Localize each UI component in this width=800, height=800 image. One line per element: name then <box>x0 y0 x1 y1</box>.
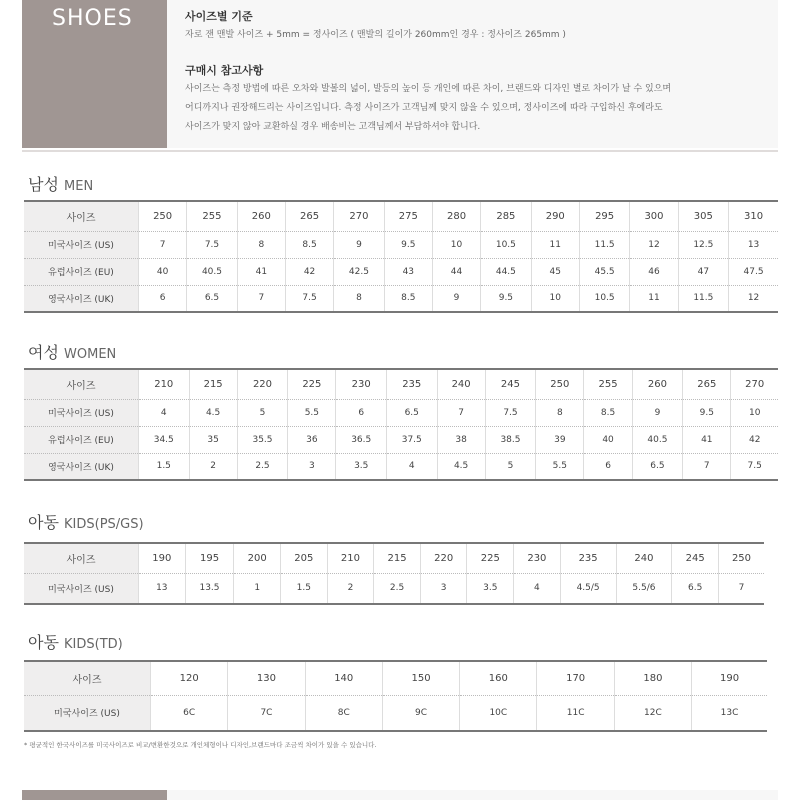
size-cell: 140 <box>305 661 382 695</box>
size-cell: 45.5 <box>579 258 630 285</box>
men-section-title <box>28 172 93 195</box>
size-cell: 6C <box>151 695 228 731</box>
size-cell: 9C <box>382 695 459 731</box>
size-cell: 2.5 <box>374 573 421 604</box>
eu-size-row <box>24 258 778 285</box>
size-cell: 6.5 <box>632 453 683 480</box>
row-label: 영국사이즈 (UK) <box>24 453 139 480</box>
size-cell: 42.5 <box>334 258 385 285</box>
size-cell: 12 <box>630 231 678 258</box>
size-cell: 11 <box>630 285 678 312</box>
size-cell: 44.5 <box>481 258 532 285</box>
women-size-table <box>24 368 778 481</box>
size-cell: 4 <box>386 453 437 480</box>
size-cell: 37.5 <box>386 426 437 453</box>
size-cell: 195 <box>185 543 234 573</box>
size-cell: 3.5 <box>467 573 514 604</box>
size-cell: 40 <box>139 258 187 285</box>
size-cell: 8 <box>237 231 285 258</box>
size-cell: 290 <box>531 201 579 231</box>
size-cell: 45 <box>531 258 579 285</box>
size-cell: 10.5 <box>481 231 532 258</box>
size-cell: 130 <box>228 661 305 695</box>
size-cell: 9 <box>432 285 480 312</box>
row-label: 유럽사이즈 (EU) <box>24 258 139 285</box>
row-label: 미국사이즈 (US) <box>24 573 139 604</box>
row-label: 미국사이즈 (US) <box>24 695 151 731</box>
size-cell: 250 <box>536 369 584 399</box>
criteria-text: 자로 잰 맨발 사이즈 + 5mm = 정사이즈 ( 맨발의 길이가 260mm인 경우 : 정사이즈 265mm ) <box>185 30 566 40</box>
size-cell: 285 <box>481 201 532 231</box>
kids-td-title-ko: 아동 <box>28 633 59 652</box>
header-divider <box>22 150 778 152</box>
size-cell: 5.5 <box>288 399 336 426</box>
size-cell: 6 <box>336 399 387 426</box>
row-label: 미국사이즈 (US) <box>24 231 139 258</box>
size-cell: 1 <box>234 573 281 604</box>
size-cell: 4.5 <box>437 453 485 480</box>
row-label: 미국사이즈 (US) <box>24 399 139 426</box>
us-size-row <box>24 695 767 731</box>
size-cell: 255 <box>187 201 238 231</box>
size-cell: 245 <box>485 369 536 399</box>
size-cell: 295 <box>579 201 630 231</box>
size-cell: 38 <box>437 426 485 453</box>
size-cell: 7.5 <box>285 285 333 312</box>
size-cell: 13C <box>692 695 767 731</box>
size-cell: 265 <box>285 201 333 231</box>
us-size-row <box>24 573 764 604</box>
size-cell: 13.5 <box>185 573 234 604</box>
size-cell: 40 <box>584 426 632 453</box>
men-title-en: MEN <box>64 179 94 194</box>
size-cell: 41 <box>237 258 285 285</box>
size-cell: 215 <box>189 369 237 399</box>
size-cell: 47.5 <box>729 258 778 285</box>
notes-line-3: 사이즈가 맞지 않아 교환하실 경우 배송비는 고객님께서 부담하셔야 합니다. <box>185 122 481 132</box>
women-title-ko: 여성 <box>28 343 59 362</box>
size-cell: 12.5 <box>678 231 729 258</box>
kids-td-title-en: KIDS(TD) <box>64 637 123 652</box>
size-cell: 6 <box>584 453 632 480</box>
size-cell: 46 <box>630 258 678 285</box>
size-cell: 42 <box>285 258 333 285</box>
size-cell: 40.5 <box>187 258 238 285</box>
size-cell: 13 <box>139 573 186 604</box>
size-cell: 4.5/5 <box>560 573 616 604</box>
size-cell: 250 <box>139 201 187 231</box>
size-cell: 225 <box>288 369 336 399</box>
category-badge <box>22 0 167 148</box>
size-cell: 40.5 <box>632 426 683 453</box>
size-row <box>24 661 767 695</box>
criteria-title: 사이즈별 기준 <box>185 10 253 23</box>
kids-psgs-size-table <box>24 542 764 605</box>
size-cell: 170 <box>537 661 614 695</box>
kids-td-section-title <box>28 630 123 653</box>
size-cell: 1.5 <box>139 453 190 480</box>
size-cell: 11.5 <box>579 231 630 258</box>
size-cell: 35.5 <box>237 426 288 453</box>
us-size-row <box>24 399 778 426</box>
size-row <box>24 543 764 573</box>
size-cell: 235 <box>386 369 437 399</box>
size-cell: 11C <box>537 695 614 731</box>
size-cell: 11.5 <box>678 285 729 312</box>
men-size-table <box>24 200 778 313</box>
size-cell: 5.5/6 <box>616 573 672 604</box>
size-cell: 44 <box>432 258 480 285</box>
size-cell: 7.5 <box>485 399 536 426</box>
size-cell: 2.5 <box>237 453 288 480</box>
size-cell: 6.5 <box>386 399 437 426</box>
size-cell: 34.5 <box>139 426 190 453</box>
size-cell: 9.5 <box>481 285 532 312</box>
size-cell: 230 <box>336 369 387 399</box>
size-cell: 7 <box>237 285 285 312</box>
size-cell: 3 <box>288 453 336 480</box>
size-cell: 305 <box>678 201 729 231</box>
size-cell: 7.5 <box>731 453 778 480</box>
size-cell: 9 <box>334 231 385 258</box>
uk-size-row <box>24 453 778 480</box>
size-info-panel <box>167 0 778 148</box>
size-cell: 11 <box>531 231 579 258</box>
size-guide-header <box>0 0 800 150</box>
size-cell: 10C <box>460 695 537 731</box>
size-cell: 8C <box>305 695 382 731</box>
size-cell: 250 <box>718 543 764 573</box>
size-cell: 220 <box>237 369 288 399</box>
row-label: 사이즈 <box>24 369 139 399</box>
size-cell: 7C <box>228 695 305 731</box>
size-cell: 8 <box>536 399 584 426</box>
size-cell: 5 <box>485 453 536 480</box>
size-cell: 205 <box>281 543 328 573</box>
size-cell: 10 <box>432 231 480 258</box>
size-cell: 36 <box>288 426 336 453</box>
kids-psgs-title-en: KIDS(PS/GS) <box>64 517 144 532</box>
size-cell: 240 <box>616 543 672 573</box>
size-cell: 6.5 <box>187 285 238 312</box>
size-cell: 150 <box>382 661 459 695</box>
size-cell: 2 <box>327 573 374 604</box>
size-cell: 310 <box>729 201 778 231</box>
eu-size-row <box>24 426 778 453</box>
row-label: 사이즈 <box>24 201 139 231</box>
row-label: 사이즈 <box>24 543 139 573</box>
size-cell: 7 <box>139 231 187 258</box>
notes-title: 구매시 참고사항 <box>185 64 264 77</box>
size-cell: 8.5 <box>384 285 432 312</box>
size-cell: 10.5 <box>579 285 630 312</box>
size-cell: 6.5 <box>672 573 719 604</box>
size-cell: 10 <box>731 399 778 426</box>
size-cell: 3 <box>420 573 467 604</box>
size-cell: 9.5 <box>683 399 731 426</box>
size-cell: 215 <box>374 543 421 573</box>
women-section-title <box>28 340 116 363</box>
size-cell: 245 <box>672 543 719 573</box>
size-cell: 7 <box>718 573 764 604</box>
size-cell: 255 <box>584 369 632 399</box>
kids-td-size-table <box>24 660 767 732</box>
uk-size-row <box>24 285 778 312</box>
size-cell: 260 <box>632 369 683 399</box>
size-cell: 36.5 <box>336 426 387 453</box>
size-cell: 42 <box>731 426 778 453</box>
size-cell: 47 <box>678 258 729 285</box>
size-cell: 225 <box>467 543 514 573</box>
size-cell: 35 <box>189 426 237 453</box>
kids-psgs-title-ko: 아동 <box>28 513 59 532</box>
size-cell: 10 <box>531 285 579 312</box>
size-cell: 275 <box>384 201 432 231</box>
size-cell: 4 <box>139 399 190 426</box>
size-cell: 41 <box>683 426 731 453</box>
row-label: 유럽사이즈 (EU) <box>24 426 139 453</box>
size-cell: 270 <box>731 369 778 399</box>
size-cell: 120 <box>151 661 228 695</box>
size-cell: 280 <box>432 201 480 231</box>
row-label: 사이즈 <box>24 661 151 695</box>
us-size-row <box>24 231 778 258</box>
size-cell: 38.5 <box>485 426 536 453</box>
men-title-ko: 남성 <box>28 175 59 194</box>
size-cell: 4 <box>514 573 561 604</box>
size-cell: 3.5 <box>336 453 387 480</box>
size-cell: 300 <box>630 201 678 231</box>
women-title-en: WOMEN <box>64 347 117 362</box>
size-cell: 2 <box>189 453 237 480</box>
size-cell: 9.5 <box>384 231 432 258</box>
size-cell: 200 <box>234 543 281 573</box>
size-cell: 8.5 <box>285 231 333 258</box>
size-cell: 5 <box>237 399 288 426</box>
size-cell: 1.5 <box>281 573 328 604</box>
size-cell: 9 <box>632 399 683 426</box>
size-row <box>24 369 778 399</box>
size-cell: 7.5 <box>187 231 238 258</box>
size-cell: 190 <box>139 543 186 573</box>
size-cell: 43 <box>384 258 432 285</box>
size-cell: 12 <box>729 285 778 312</box>
size-cell: 5.5 <box>536 453 584 480</box>
size-cell: 260 <box>237 201 285 231</box>
size-cell: 265 <box>683 369 731 399</box>
size-cell: 235 <box>560 543 616 573</box>
footnote: * 평균적인 한국사이즈를 미국사이즈로 비교/변환한것으로 개인체형이나 디자인,브랜드마다 조금씩 차이가 있을 수 있습니다. <box>24 741 377 749</box>
size-cell: 6 <box>139 285 187 312</box>
kids-psgs-section-title <box>28 510 144 533</box>
notes-line-2: 어디까지나 권장해드리는 사이즈입니다. 측정 사이즈가 고객님께 맞지 않을 수 있으며, 정사이즈에 따라 구입하신 후에라도 <box>185 103 663 113</box>
size-cell: 4.5 <box>189 399 237 426</box>
size-cell: 7 <box>437 399 485 426</box>
size-cell: 190 <box>692 661 767 695</box>
size-cell: 230 <box>514 543 561 573</box>
bottom-panel <box>167 790 778 800</box>
size-cell: 7 <box>683 453 731 480</box>
size-cell: 8.5 <box>584 399 632 426</box>
size-cell: 270 <box>334 201 385 231</box>
size-cell: 8 <box>334 285 385 312</box>
size-cell: 13 <box>729 231 778 258</box>
size-cell: 220 <box>420 543 467 573</box>
category-title: SHOES <box>52 6 133 31</box>
size-cell: 180 <box>614 661 691 695</box>
size-cell: 210 <box>327 543 374 573</box>
row-label: 영국사이즈 (UK) <box>24 285 139 312</box>
size-cell: 12C <box>614 695 691 731</box>
size-cell: 160 <box>460 661 537 695</box>
size-row <box>24 201 778 231</box>
size-cell: 39 <box>536 426 584 453</box>
notes-line-1: 사이즈는 측정 방법에 따른 오차와 발볼의 넓이, 발등의 높이 등 개인에 따른 차이, 브랜드와 디자인 별로 차이가 날 수 있으며 <box>185 84 672 94</box>
size-cell: 210 <box>139 369 190 399</box>
size-cell: 240 <box>437 369 485 399</box>
